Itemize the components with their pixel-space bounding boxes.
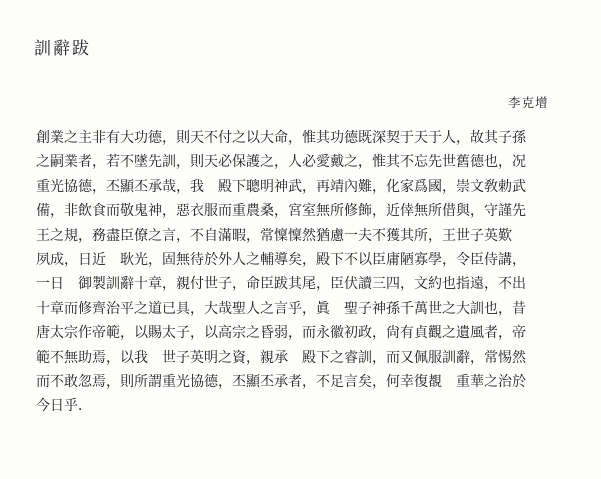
text-line: 今日乎． [36, 398, 92, 415]
document-title: 訓辭跋 [34, 39, 91, 59]
text-line: 夙成，日近 耿光，固無待於外人之輔導矣，殿下不以臣庸陋寡學，令臣侍講， [36, 251, 526, 268]
text-line: 王之規，務盡臣僚之言，不自滿暇，常懍懍然猶慮一夫不獲其所，王世子英歎 [36, 227, 512, 244]
text-line: 範不無助焉，以我 世子英明之資，親承 殿下之睿訓，而又佩服訓辭，常惕然 [36, 349, 526, 366]
text-line: 十章而修齊治平之道已具，大哉聖人之言乎，眞 聖子神孫千萬世之大訓也，昔 [36, 300, 526, 317]
text-line: 創業之主非有大功德，則天不付之以大命，惟其功德既深契于天于人，故其子孫 [36, 130, 526, 146]
body-text [36, 126, 576, 419]
text-line: 唐太宗作帝範，以賜太子，以高宗之昏弱，而永徽初政，尙有貞觀之遺風者，帝 [36, 325, 526, 342]
text-line: 而不敢忽焉，則所謂重光協德，丕顯丕承者，不足言矣，何幸復覩 重華之治於 [36, 373, 526, 390]
author-name: 李克增 [508, 95, 549, 110]
text-line: 一日 御製訓辭十章，親付世子，命臣跋其尾，臣伏讀三四，文約也指遠，不出 [36, 276, 526, 293]
text-line: 備，非飲食而敬鬼神，惡衣服而重農桑，宮室無所修飾，近倖無所借與，守謹先 [36, 203, 526, 220]
text-line: 之嗣業者，若不墜先訓，則天必保護之，人必愛戴之，惟其不忘先世舊德也，况 [36, 154, 526, 171]
text-line: 重光協德，丕顯丕承哉，我 殿下聰明神武，再靖內難，化家爲國，崇文敎勅武 [36, 178, 526, 195]
